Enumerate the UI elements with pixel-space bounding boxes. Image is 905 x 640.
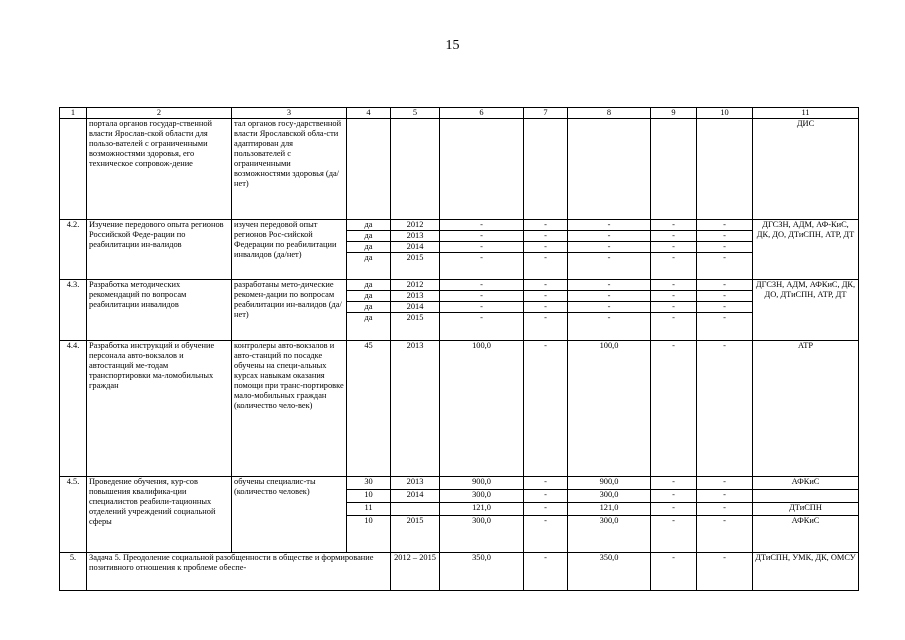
year-cell: 2014 — [391, 302, 439, 313]
value-cell: - — [524, 341, 568, 477]
col-header: 11 — [753, 108, 859, 119]
value-cell: 900,0 — [568, 477, 651, 490]
value-cell: - — [697, 341, 753, 477]
activity-cell: Разработка инструкций и обучение персонала авто-вокзалов и автостанций ме-тодам транспортировки ма-ломобильных граждан — [87, 341, 232, 477]
value-cell: да — [347, 291, 390, 302]
value-cell: - — [440, 291, 523, 302]
value-cell: - — [524, 231, 567, 242]
value-cell: 10 — [347, 490, 391, 503]
value-cell: - — [651, 553, 697, 591]
value-cell: да — [364, 313, 373, 322]
value-cell: - — [524, 490, 568, 503]
executor-cell — [753, 490, 859, 503]
value-cell: 121,0 — [568, 503, 651, 516]
year-cell: 2012 – 2015 — [391, 553, 440, 591]
executor-cell: ДГСЗН, АДМ, АФ-КиС, ДК, ДО, ДТиСПН, АТР, ДТ — [753, 220, 859, 280]
col-header: 9 — [651, 108, 697, 119]
indicator-cell: обучены специалис-ты (количество человек) — [232, 477, 347, 553]
value-cell: 900,0 — [440, 477, 524, 490]
activity-cell: Разработка методических рекомендаций по вопросам реабилитации инвалидов — [87, 280, 232, 341]
value-cell: 100,0 — [440, 341, 524, 477]
value-cell: - — [544, 313, 547, 322]
year-cell: 2014 — [391, 490, 440, 503]
value-cell: да — [364, 253, 373, 262]
executor-cell: ДГСЗН, АДМ, АФКиС, ДК, ДО, ДТиСПН, АТР, ДТ — [753, 280, 859, 341]
activity-cell: Изучение передового опыта регионов Российской Феде-рации по реабилитации ин-валидов — [87, 220, 232, 280]
value-cell: - — [568, 231, 650, 242]
indicator-cell: изучен передовой опыт регионов Рос-сийской Федерации по реабилитации инвалидов (да/нет) — [232, 220, 347, 280]
value-cell: 10 — [347, 516, 391, 553]
value-cell: - — [440, 302, 523, 313]
year-cell: 2015 — [406, 253, 424, 262]
value-cell: - — [524, 477, 568, 490]
value-cell: - — [697, 302, 752, 313]
value-cell: - — [651, 477, 697, 490]
value-cell: - — [524, 280, 567, 291]
activity-cell: Проведение обучения, кур-сов повышения квалифика-ции специалистов реабили-тационных отделений учреждений социальной сферы — [87, 477, 232, 553]
value-cell: - — [440, 220, 523, 231]
table-row — [60, 553, 859, 591]
value-cell: - — [697, 242, 752, 253]
value-cell: - — [568, 220, 650, 231]
value-cell: 30 — [347, 477, 391, 490]
value-cell: да — [347, 302, 390, 313]
value-cell: - — [568, 280, 650, 291]
indicator-cell: разработаны мето-дические рекомен-дации по вопросам реабилитации ин-валидов (да/нет) — [232, 280, 347, 341]
year-cell — [391, 503, 440, 516]
col-header: 2 — [87, 108, 232, 119]
value-cell: 350,0 — [568, 553, 651, 591]
executor-cell: ДТиСПН, УМК, ДК, ОМСУ — [753, 553, 859, 591]
value-cell: - — [651, 503, 697, 516]
value-cell: да — [347, 220, 390, 231]
executor-cell: ДИС — [753, 119, 859, 220]
value-cell: да — [347, 231, 390, 242]
value-cell: 11 — [347, 503, 391, 516]
value-cell: 121,0 — [440, 503, 524, 516]
value-cell: - — [568, 291, 650, 302]
value-cell: - — [697, 490, 753, 503]
value-cell: - — [440, 280, 523, 291]
year-cell: 2014 — [391, 242, 439, 253]
col-header: 1 — [60, 108, 87, 119]
value-cell: - — [607, 313, 611, 322]
value-cell: - — [440, 242, 523, 253]
value-cell: - — [544, 253, 547, 262]
year-cell: 2013 — [391, 341, 440, 477]
value-cell: 300,0 — [568, 490, 651, 503]
value-cell: да — [347, 280, 390, 291]
value-cell: - — [672, 253, 675, 262]
value-cell: 100,0 — [568, 341, 651, 477]
value-cell: - — [697, 516, 753, 553]
value-cell: - — [672, 313, 675, 322]
year-cell: 2013 — [391, 291, 439, 302]
col-header: 4 — [347, 108, 391, 119]
value-cell: - — [440, 231, 523, 242]
col-header: 5 — [391, 108, 440, 119]
activity-cell: портала органов государ-ственной власти Ярослав-ской области для пользо-вателей с ограниченными возможностями здоровья, его техническое сопровож-дение — [87, 119, 232, 220]
row-number: 4.5. — [60, 477, 87, 553]
table-row — [60, 220, 859, 280]
value-cell: - — [697, 477, 753, 490]
year-cell: 2015 — [406, 313, 424, 322]
value-cell: - — [651, 341, 697, 477]
value-cell: - — [524, 503, 568, 516]
year-cell: 2013 — [391, 231, 439, 242]
value-cell: - — [651, 291, 696, 302]
value-cell: - — [524, 220, 567, 231]
col-header: 10 — [697, 108, 753, 119]
value-cell: - — [723, 313, 726, 322]
row-number: 4.4. — [60, 341, 87, 477]
value-cell: - — [524, 553, 568, 591]
value-cell: 300,0 — [440, 516, 524, 553]
value-cell: - — [697, 291, 752, 302]
value-cell: - — [697, 503, 753, 516]
task-title-cell: Задача 5. Преодоление социальной разобщенности в обществе и формирование позитивного отношения к проблеме обеспе- — [87, 553, 391, 591]
year-cell: 2015 — [391, 516, 440, 553]
value-cell: - — [524, 291, 567, 302]
value-cell: - — [568, 242, 650, 253]
value-cell: - — [697, 231, 752, 242]
year-cell: 2012 — [391, 220, 439, 231]
value-cell: 300,0 — [440, 490, 524, 503]
value-cell: - — [651, 280, 696, 291]
value-cell: да — [347, 242, 390, 253]
table-row — [60, 341, 859, 477]
col-header: 8 — [568, 108, 651, 119]
value-cell: - — [524, 302, 567, 313]
value-cell: - — [607, 253, 611, 262]
year-cell: 2012 — [391, 280, 439, 291]
value-cell: - — [524, 516, 568, 553]
row-number: 4.3. — [60, 280, 87, 341]
col-header: 7 — [524, 108, 568, 119]
executor-cell: АТР — [753, 341, 859, 477]
value-cell: - — [697, 220, 752, 231]
table-row — [60, 280, 859, 341]
value-cell: - — [651, 231, 696, 242]
value-cell: 45 — [347, 341, 391, 477]
header-row — [60, 108, 859, 119]
value-cell: - — [480, 313, 483, 322]
value-cell: - — [568, 302, 650, 313]
table-row — [60, 119, 859, 220]
value-cell: 350,0 — [440, 553, 524, 591]
executor-cell: ДТиСПН — [753, 503, 859, 516]
row-number: 5. — [60, 553, 87, 591]
row-number: 4.2. — [60, 220, 87, 280]
value-cell: - — [524, 242, 567, 253]
program-activities-table — [59, 107, 859, 591]
value-cell: - — [480, 253, 483, 262]
col-header: 6 — [440, 108, 524, 119]
page-number: 15 — [445, 38, 460, 53]
value-cell: - — [723, 253, 726, 262]
value-cell: - — [697, 553, 753, 591]
executor-cell: АФКиС — [753, 516, 859, 553]
indicator-cell: тал органов госу-дарственной власти Ярославской обла-сти адаптирован для пользователей с ограниченными возможностями здоровья (да/нет) — [232, 119, 347, 220]
value-cell: 300,0 — [568, 516, 651, 553]
table-row — [60, 477, 859, 490]
col-header: 3 — [232, 108, 347, 119]
value-cell: - — [651, 516, 697, 553]
year-cell: 2013 — [391, 477, 440, 490]
value-cell: - — [697, 280, 752, 291]
value-cell: - — [651, 302, 696, 313]
value-cell: - — [651, 220, 696, 231]
indicator-cell: контролеры авто-вокзалов и авто-станций по посадке обучены на специ-альных курсах навыкам оказания помощи при транс-портировке мало-мобильных граждан (количество чело-век) — [232, 341, 347, 477]
value-cell: - — [651, 490, 697, 503]
value-cell: - — [651, 242, 696, 253]
executor-cell: АФКиС — [753, 477, 859, 490]
